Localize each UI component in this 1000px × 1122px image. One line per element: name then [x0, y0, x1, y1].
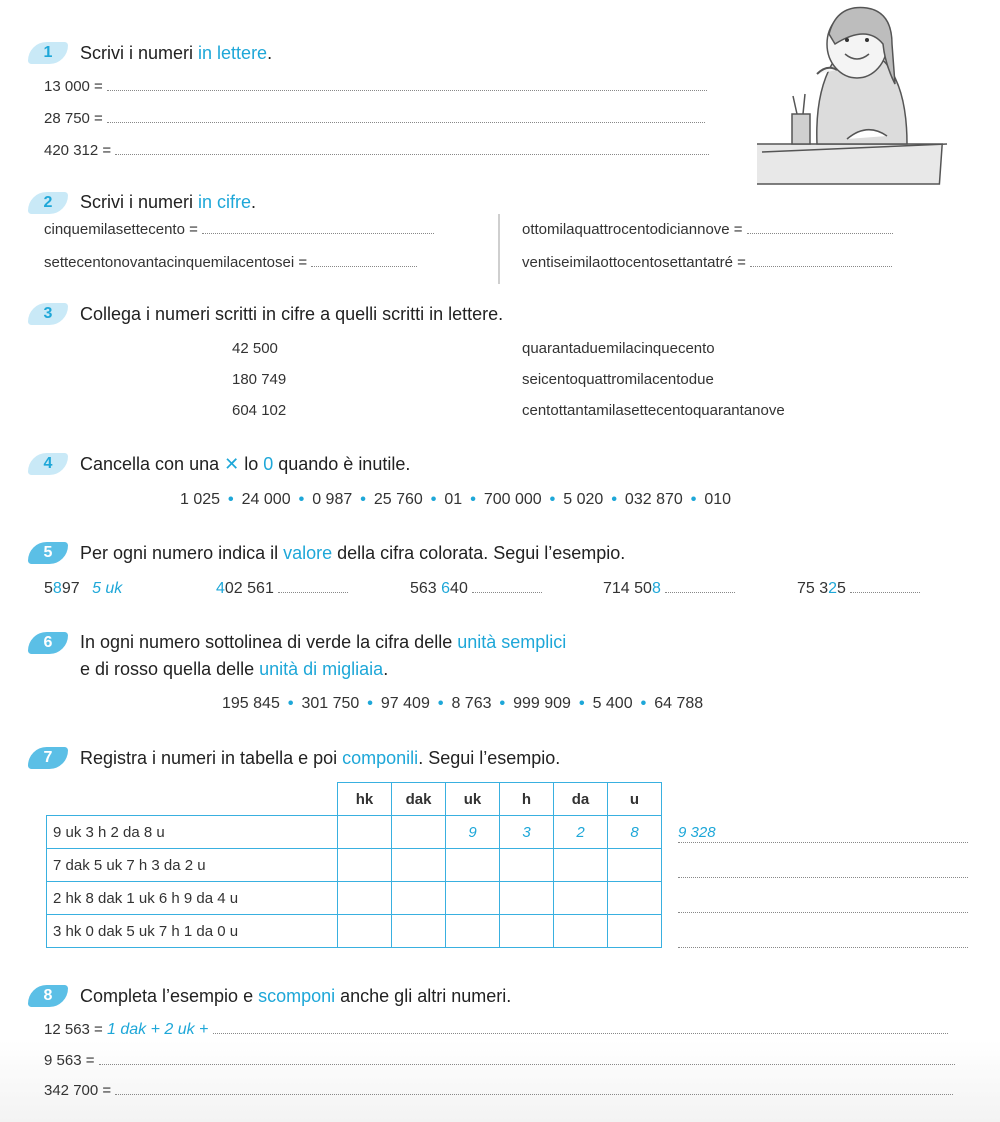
composed-number-answer[interactable]: 9 328 — [678, 824, 968, 843]
exercise-title — [80, 543, 625, 564]
number-item[interactable]: 1 025 — [180, 491, 221, 508]
exercise-title — [80, 192, 256, 213]
answer-line[interactable] — [278, 580, 348, 593]
bullet-separator: • — [360, 491, 366, 508]
number-label: 13 000 = — [44, 78, 103, 95]
title-end: . Segui l’esempio. — [418, 748, 561, 768]
exercise-title-line-2 — [80, 659, 388, 680]
numbers-row — [180, 491, 731, 509]
title-highlight: in lettere — [198, 43, 268, 63]
row-label: 2 hk 8 dak 1 uk 6 h 9 da 4 u — [47, 882, 338, 915]
digit-number[interactable]: 604 102 — [232, 402, 287, 419]
title-text: Registra i numeri in tabella e poi — [80, 748, 343, 768]
exercise-number-badge: 6 — [28, 632, 68, 654]
bullet-separator: • — [298, 491, 305, 508]
table-cell[interactable] — [554, 849, 608, 882]
exercise-number-badge: 7 — [28, 747, 68, 769]
number-item[interactable]: 010 — [704, 491, 732, 508]
table-row — [47, 849, 662, 882]
ex8-row — [44, 1052, 955, 1069]
answer-line[interactable] — [665, 580, 735, 593]
word-number[interactable]: centottantamilasettecentoquarantanove — [522, 402, 785, 419]
table-row — [47, 816, 662, 849]
colored-digit: 6 — [441, 580, 451, 597]
header-uk: uk — [446, 783, 500, 816]
number-item[interactable]: 195 845 — [222, 695, 280, 712]
title-text: e di rosso quella delle — [80, 659, 260, 679]
table-header-row — [47, 783, 662, 816]
number-item[interactable]: 01 — [444, 491, 463, 508]
title-end: della cifra colorata. Segui l’esempio. — [332, 543, 626, 563]
word-label: ventiseimilaottocentosettantatré = — [522, 254, 746, 271]
zero-highlight: 0 — [263, 454, 274, 474]
ex2-row — [522, 221, 893, 238]
composed-number-answer[interactable] — [678, 929, 968, 948]
header-da: da — [554, 783, 608, 816]
row-label: 9 uk 3 h 2 da 8 u — [47, 816, 338, 849]
title-end: . — [251, 192, 257, 212]
answer-line[interactable] — [311, 254, 417, 267]
title-highlight: unità di migliaia — [259, 659, 384, 679]
title-highlight: unità semplici — [457, 632, 567, 652]
example-decomposition: 1 dak + 2 uk + — [106, 1021, 209, 1038]
number-item[interactable]: 700 000 — [483, 491, 542, 508]
table-cell[interactable] — [392, 849, 446, 882]
table-cell[interactable] — [446, 915, 500, 948]
place-value-table — [46, 782, 662, 948]
digits: 40 — [450, 580, 468, 597]
exercise-title — [80, 748, 560, 769]
answer-line[interactable] — [99, 1052, 955, 1065]
table-cell[interactable] — [338, 915, 392, 948]
ex2-row — [522, 254, 892, 271]
value-item — [603, 580, 735, 598]
cross-icon: ✕ — [224, 454, 240, 474]
bullet-separator: • — [611, 491, 617, 508]
number-item[interactable]: 301 750 — [301, 695, 360, 712]
number-item[interactable]: 032 870 — [624, 491, 683, 508]
composed-number-answer[interactable] — [678, 859, 968, 878]
number-label: 420 312 = — [44, 142, 112, 159]
example-number — [44, 580, 122, 598]
bullet-separator: • — [690, 491, 697, 508]
number-item[interactable]: 25 760 — [373, 491, 423, 508]
answer-line[interactable] — [472, 580, 542, 593]
number-item[interactable]: 5 400 — [592, 695, 633, 712]
header-hk: hk — [338, 783, 392, 816]
exercise-title — [80, 43, 272, 64]
value-item — [797, 580, 920, 598]
exercise-title — [80, 986, 511, 1007]
number-item[interactable]: 24 000 — [241, 491, 291, 508]
ex1-row — [44, 142, 709, 159]
girl-writing-illustration — [757, 4, 952, 194]
answer-line[interactable] — [850, 580, 920, 593]
table-cell[interactable] — [392, 882, 446, 915]
word-number[interactable]: quarantaduemilacinquecento — [522, 340, 715, 357]
word-number[interactable]: seicentoquattromilacentodue — [522, 371, 714, 388]
exercise-number-badge: 4 — [28, 453, 68, 475]
ex2-row — [44, 254, 417, 271]
title-highlight: componili — [342, 748, 419, 768]
table-cell[interactable] — [608, 915, 662, 948]
example-answer: 5 uk — [92, 580, 123, 597]
word-label: settecentonovantacinquemilacentosei = — [44, 254, 308, 271]
header-dak: dak — [392, 783, 446, 816]
bullet-separator: • — [470, 491, 476, 508]
bullet-separator: • — [437, 695, 444, 712]
answer-line[interactable] — [107, 110, 705, 123]
bullet-separator: • — [430, 491, 437, 508]
title-end: quando è inutile. — [273, 454, 411, 474]
answer-line[interactable] — [115, 1082, 953, 1095]
bullet-separator: • — [640, 695, 647, 712]
digits: 5 — [44, 580, 53, 597]
title-text: lo — [239, 454, 264, 474]
number-item[interactable]: 0 987 — [312, 491, 353, 508]
table-cell[interactable] — [554, 915, 608, 948]
ex8-row — [44, 1021, 948, 1039]
composed-number-answer[interactable] — [678, 894, 968, 913]
column-divider — [498, 214, 500, 284]
answer-line[interactable] — [213, 1021, 948, 1034]
answer-line[interactable] — [747, 221, 893, 234]
row-label: 7 dak 5 uk 7 h 3 da 2 u — [47, 849, 338, 882]
number-item[interactable]: 64 788 — [654, 695, 704, 712]
table-cell[interactable]: 9 — [446, 816, 500, 849]
bullet-separator: • — [549, 491, 556, 508]
number-item[interactable]: 8 763 — [451, 695, 492, 712]
bullet-separator: • — [499, 695, 506, 712]
colored-digit: 4 — [216, 580, 225, 597]
title-text: Per ogni numero indica il — [80, 543, 284, 563]
exercise-number-badge: 5 — [28, 542, 68, 564]
exercise-title-line-1 — [80, 632, 566, 653]
table-cell[interactable] — [446, 882, 500, 915]
table-cell[interactable]: 2 — [554, 816, 608, 849]
digit-number[interactable]: 42 500 — [232, 340, 278, 357]
number-label: 28 750 = — [44, 110, 103, 127]
exercise-number-badge: 3 — [28, 303, 68, 325]
title-end: anche gli altri numeri. — [335, 986, 512, 1006]
answer-line[interactable] — [750, 254, 892, 267]
colored-digit: 2 — [828, 580, 838, 597]
number-item[interactable]: 5 020 — [563, 491, 604, 508]
bullet-separator: • — [578, 695, 585, 712]
digits: 563 — [410, 580, 442, 597]
header-u: u — [608, 783, 662, 816]
answer-line[interactable] — [202, 221, 434, 234]
ex8-row — [44, 1082, 953, 1099]
table-cell[interactable] — [338, 816, 392, 849]
exercise-title — [80, 454, 410, 475]
empty-corner — [47, 783, 338, 816]
number-label: 12 563 = — [44, 1021, 103, 1038]
table-row — [47, 882, 662, 915]
exercise-number-badge: 1 — [28, 42, 68, 64]
answer-line[interactable] — [115, 142, 709, 155]
ex1-row — [44, 78, 707, 95]
ex2-row — [44, 221, 434, 238]
title-text: Cancella con una — [80, 454, 225, 474]
title-highlight: valore — [283, 543, 333, 563]
title-text: Scrivi i numeri — [80, 192, 199, 212]
table-cell[interactable] — [392, 816, 446, 849]
bullet-separator: • — [228, 491, 234, 508]
number-item[interactable]: 999 909 — [513, 695, 571, 712]
word-label: ottomilaquattrocentodiciannove = — [522, 221, 743, 238]
table-cell[interactable] — [500, 849, 554, 882]
table-cell[interactable] — [608, 882, 662, 915]
header-h: h — [500, 783, 554, 816]
answer-line[interactable] — [107, 78, 707, 91]
word-label: cinquemilasettecento = — [44, 221, 198, 238]
title-highlight: scomponi — [258, 986, 336, 1006]
bullet-separator: • — [367, 695, 373, 712]
table-cell[interactable] — [500, 882, 554, 915]
digits: 97 — [61, 580, 80, 597]
title-highlight: in cifre — [198, 192, 252, 212]
title-text: Scrivi i numeri — [80, 43, 199, 63]
title-text: In ogni numero sottolinea di verde la cifra delle — [80, 632, 458, 652]
colored-digit: 8 — [651, 580, 661, 597]
number-label: 9 563 = — [44, 1052, 95, 1069]
table-cell[interactable] — [338, 849, 392, 882]
numbers-row — [222, 695, 703, 713]
value-item — [216, 580, 348, 598]
bullet-separator: • — [287, 695, 294, 712]
digit-number[interactable]: 180 749 — [232, 371, 287, 388]
table-cell[interactable]: 3 — [500, 816, 554, 849]
table-cell[interactable]: 8 — [608, 816, 662, 849]
table-cell[interactable] — [554, 882, 608, 915]
exercise-number-badge: 8 — [28, 985, 68, 1007]
value-item — [410, 580, 542, 598]
table-cell[interactable] — [608, 849, 662, 882]
digits: 714 50 — [603, 580, 652, 597]
row-label: 3 hk 0 dak 5 uk 7 h 1 da 0 u — [47, 915, 338, 948]
exercise-number-badge: 2 — [28, 192, 68, 214]
table-cell[interactable] — [338, 882, 392, 915]
digits: 5 — [837, 580, 846, 597]
exercise-title: Collega i numeri scritti in cifre a quelli scritti in lettere. — [80, 304, 504, 324]
number-label: 342 700 = — [44, 1082, 112, 1099]
colored-digit: 8 — [52, 580, 62, 597]
number-item[interactable]: 97 409 — [380, 695, 430, 712]
title-text: Completa l’esempio e — [80, 986, 259, 1006]
table-cell[interactable] — [392, 915, 446, 948]
digits: 75 3 — [797, 580, 829, 597]
table-row — [47, 915, 662, 948]
title-end: . — [267, 43, 273, 63]
title-end: . — [383, 659, 389, 679]
ex1-row — [44, 110, 705, 127]
table-cell[interactable] — [446, 849, 500, 882]
digits: 02 561 — [224, 580, 274, 597]
table-cell[interactable] — [500, 915, 554, 948]
